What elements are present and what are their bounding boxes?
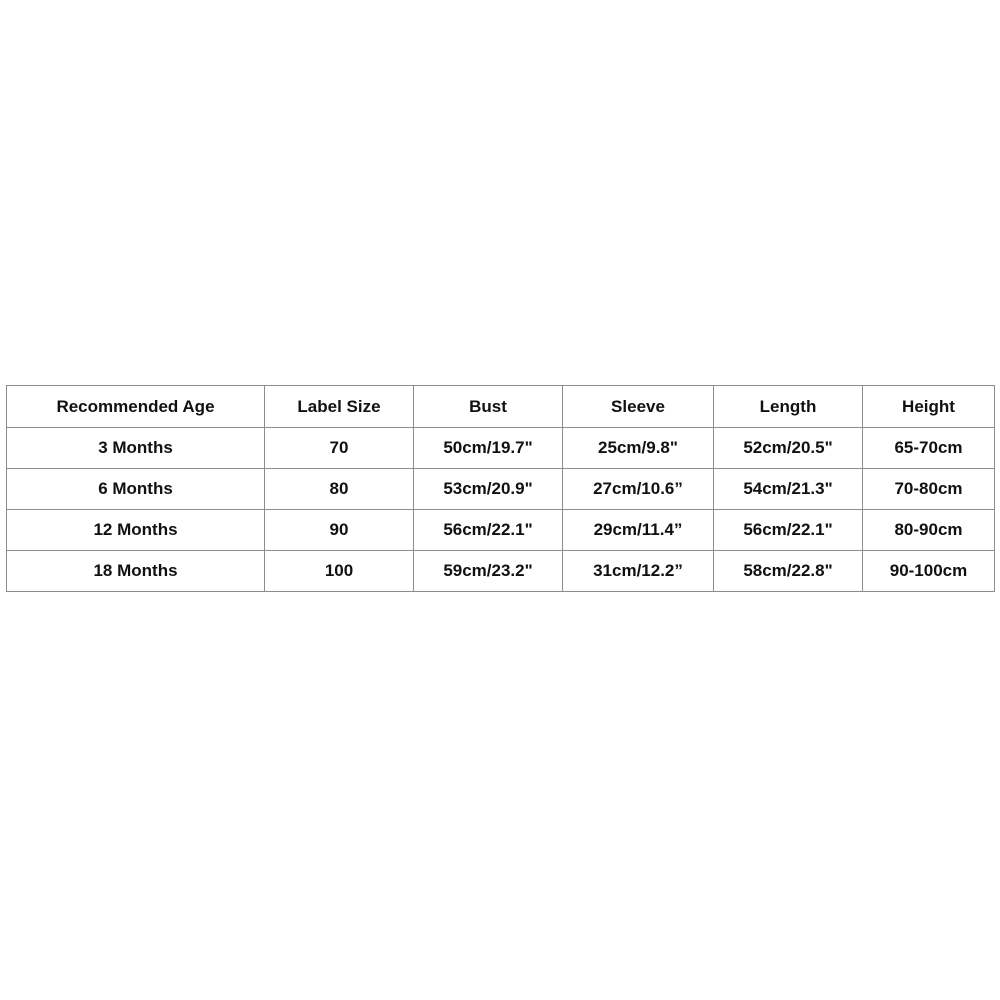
cell-sleeve: 31cm/12.2” xyxy=(563,551,714,592)
cell-length: 56cm/22.1" xyxy=(714,510,863,551)
cell-sleeve: 25cm/9.8" xyxy=(563,428,714,469)
cell-recommended-age: 12 Months xyxy=(7,510,265,551)
header-recommended-age: Recommended Age xyxy=(7,386,265,428)
table-row xyxy=(7,469,995,510)
cell-recommended-age: 6 Months xyxy=(7,469,265,510)
cell-recommended-age: 18 Months xyxy=(7,551,265,592)
header-length: Length xyxy=(714,386,863,428)
header-bust: Bust xyxy=(414,386,563,428)
header-height: Height xyxy=(863,386,995,428)
cell-label-size: 100 xyxy=(265,551,414,592)
cell-length: 54cm/21.3" xyxy=(714,469,863,510)
cell-label-size: 80 xyxy=(265,469,414,510)
cell-sleeve: 29cm/11.4” xyxy=(563,510,714,551)
header-label-size: Label Size xyxy=(265,386,414,428)
cell-height: 90-100cm xyxy=(863,551,995,592)
cell-recommended-age: 3 Months xyxy=(7,428,265,469)
table-row xyxy=(7,551,995,592)
cell-label-size: 90 xyxy=(265,510,414,551)
table-row xyxy=(7,428,995,469)
cell-bust: 53cm/20.9" xyxy=(414,469,563,510)
cell-height: 70-80cm xyxy=(863,469,995,510)
cell-label-size: 70 xyxy=(265,428,414,469)
cell-bust: 59cm/23.2" xyxy=(414,551,563,592)
cell-bust: 56cm/22.1" xyxy=(414,510,563,551)
table-row xyxy=(7,510,995,551)
cell-bust: 50cm/19.7" xyxy=(414,428,563,469)
header-sleeve: Sleeve xyxy=(563,386,714,428)
cell-length: 52cm/20.5" xyxy=(714,428,863,469)
size-chart-table xyxy=(6,385,995,592)
table-header-row xyxy=(7,386,995,428)
cell-sleeve: 27cm/10.6” xyxy=(563,469,714,510)
cell-height: 80-90cm xyxy=(863,510,995,551)
cell-height: 65-70cm xyxy=(863,428,995,469)
cell-length: 58cm/22.8" xyxy=(714,551,863,592)
